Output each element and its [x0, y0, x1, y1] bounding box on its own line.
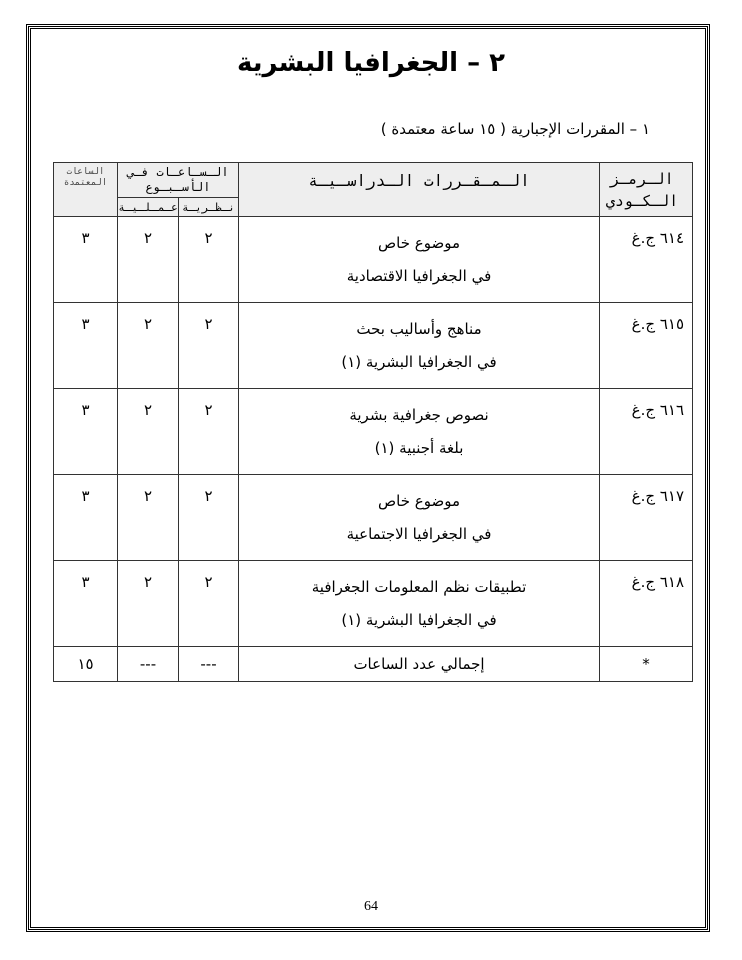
course-name-line1: موضوع خاص: [378, 492, 460, 510]
course-name-line2: في الجغرافيا الاجتماعية: [346, 525, 492, 543]
course-name-line2: بلغة أجنبية (١): [374, 439, 464, 457]
total-label: إجمالي عدد الساعات: [239, 647, 600, 682]
course-code: ٦١٨ ج.غ: [600, 561, 693, 647]
theory-hours: ٢: [179, 303, 239, 389]
total-row: [54, 647, 693, 682]
theory-hours: ٢: [179, 561, 239, 647]
course-code: ٦١٥ ج.غ: [600, 303, 693, 389]
table-row: [54, 303, 693, 389]
practical-hours: ٢: [118, 389, 179, 475]
total-code: *: [600, 647, 693, 682]
course-name: [239, 561, 600, 647]
theory-hours: ٢: [179, 389, 239, 475]
theory-hours: ٢: [179, 217, 239, 303]
course-name-line1: تطبيقات نظم المعلومات الجغرافية: [311, 578, 527, 596]
header-weekly-hours: الـسـاعـات فـي الأسـبـوع: [118, 163, 239, 198]
practical-hours: ٢: [118, 217, 179, 303]
theory-hours: ٢: [179, 475, 239, 561]
table-row: [54, 389, 693, 475]
credit-hours: ٣: [54, 303, 118, 389]
course-name: [239, 303, 600, 389]
credit-hours: ٣: [54, 389, 118, 475]
table-row: [54, 475, 693, 561]
total-credit: ١٥: [54, 647, 118, 682]
course-name-line2: في الجغرافيا البشرية (١): [341, 611, 497, 629]
course-name: [239, 217, 600, 303]
courses-table: [53, 162, 693, 682]
page-number: 64: [364, 899, 378, 914]
practical-hours: ٢: [118, 303, 179, 389]
header-theory: نـظـريـة: [179, 198, 239, 217]
table-row: [54, 561, 693, 647]
header-practical: عـمـلـيـة: [118, 198, 179, 217]
header-course: الـمـقـررات الـدراسـيـة: [239, 163, 600, 217]
course-code: ٦١٦ ج.غ: [600, 389, 693, 475]
total-theory: ---: [179, 647, 239, 682]
course-name: [239, 475, 600, 561]
course-code: ٦١٤ ج.غ: [600, 217, 693, 303]
course-name-line1: نصوص جغرافية بشرية: [349, 406, 489, 424]
course-name-line1: موضوع خاص: [378, 234, 460, 252]
practical-hours: ٢: [118, 561, 179, 647]
course-name-line1: مناهج وأساليب بحث: [356, 320, 482, 338]
table-row: [54, 217, 693, 303]
total-practical: ---: [118, 647, 179, 682]
course-name-line2: في الجغرافيا البشرية (١): [341, 353, 497, 371]
header-credit-hours: الساعات المعتمدة: [54, 163, 118, 217]
credit-hours: ٣: [54, 561, 118, 647]
practical-hours: ٢: [118, 475, 179, 561]
header-code: الـرمـز الـكـودي: [600, 163, 693, 217]
course-name: [239, 389, 600, 475]
course-name-line2: في الجغرافيا الاقتصادية: [346, 267, 492, 285]
credit-hours: ٣: [54, 217, 118, 303]
page-title: ٢ – الجغرافيا البشرية: [236, 48, 506, 78]
credit-hours: ٣: [54, 475, 118, 561]
course-code: ٦١٧ ج.غ: [600, 475, 693, 561]
section-subtitle: ١ – المقررات الإجبارية ( ١٥ ساعة معتمدة ): [380, 120, 650, 138]
